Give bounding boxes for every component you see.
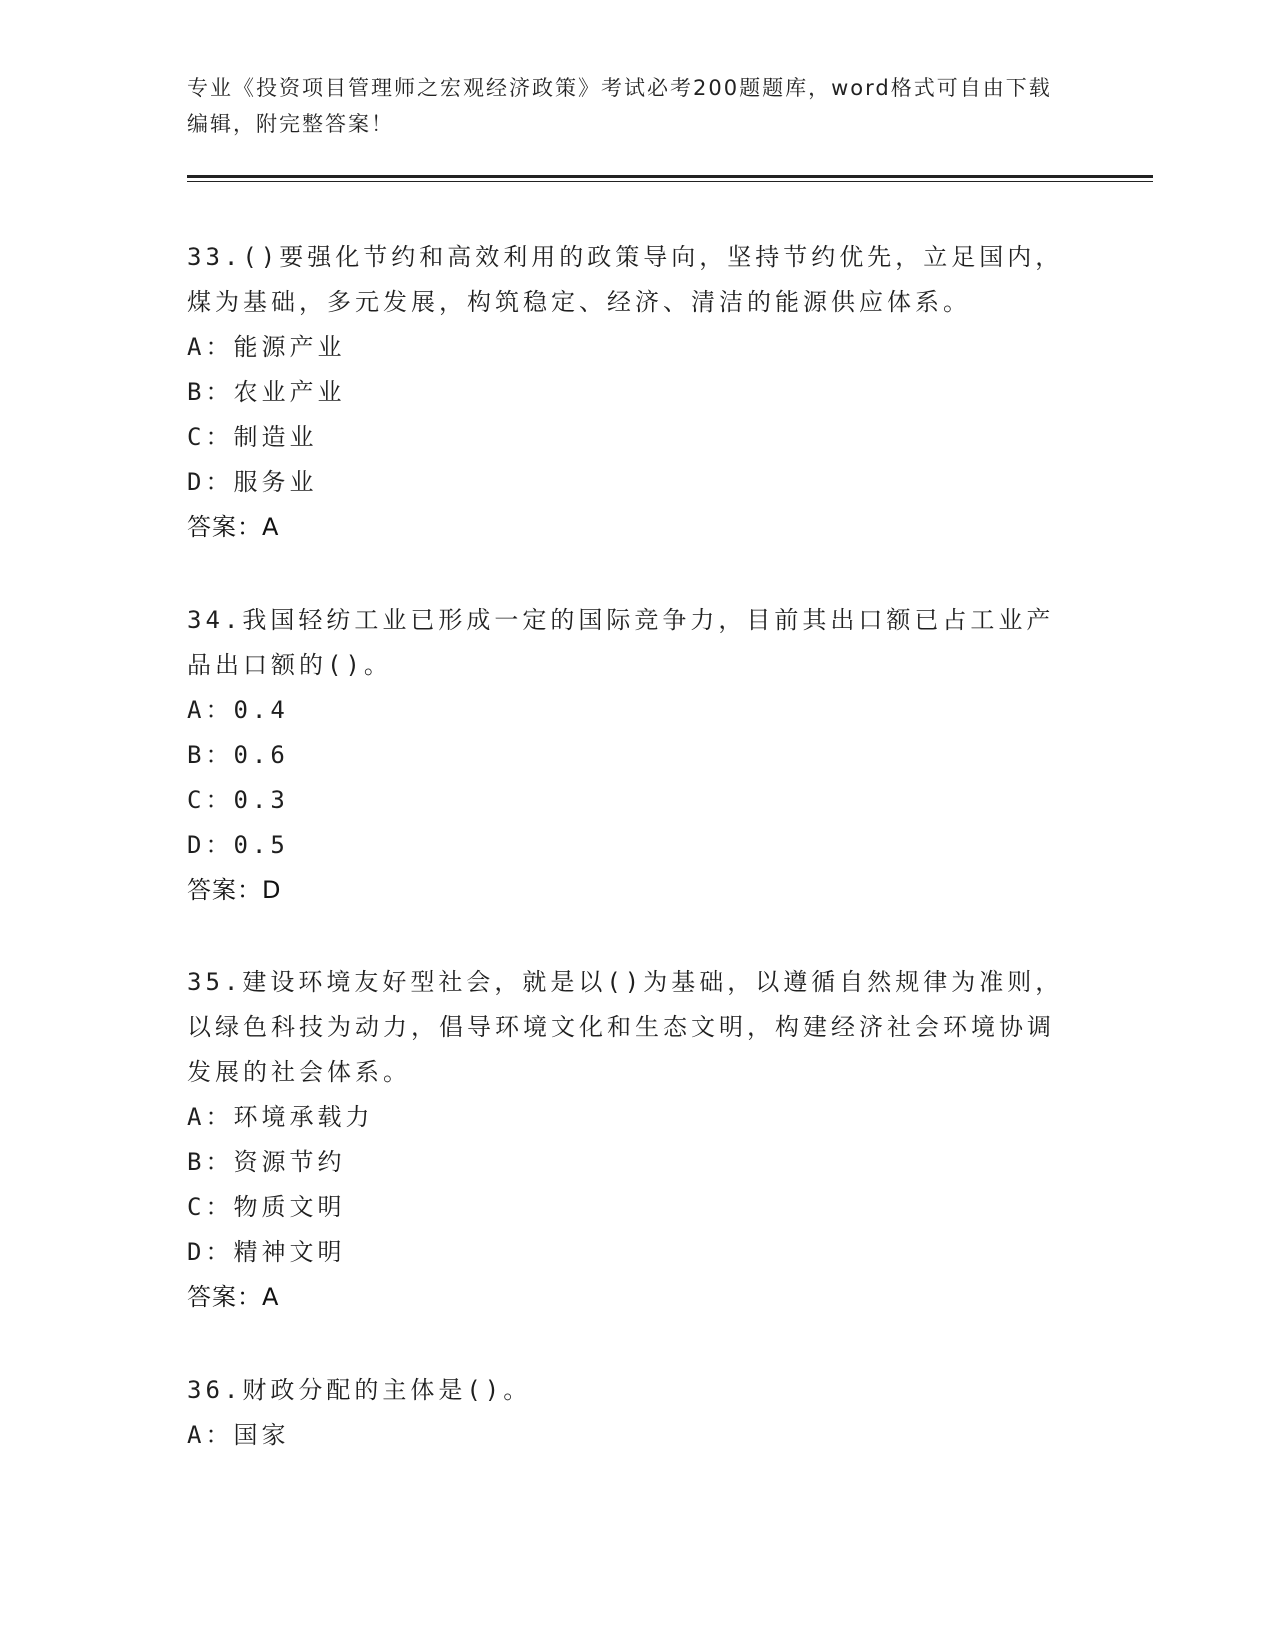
option-d: D：服务业 — [187, 468, 318, 496]
option-b: B：0.6 — [187, 741, 289, 769]
question-36 — [187, 1368, 1067, 1458]
option-d: D：0.5 — [187, 831, 289, 859]
question-34 — [187, 598, 1067, 913]
option-a: A：能源产业 — [187, 333, 346, 361]
option-b: B：农业产业 — [187, 378, 346, 406]
answer: 答案：D — [187, 876, 282, 904]
header-divider-thick — [187, 175, 1153, 178]
answer: 答案：A — [187, 1283, 280, 1311]
question-stem: 36.财政分配的主体是()。 — [187, 1376, 532, 1404]
question-stem: 33.()要强化节约和高效利用的政策导向，坚持节约优先，立足国内，煤为基础，多元发展，构筑稳定、经济、清洁的能源供应体系。 — [187, 243, 1064, 316]
question-stem: 34.我国轻纺工业已形成一定的国际竞争力，目前其出口额已占工业产品出口额的()。 — [187, 606, 1055, 679]
question-33 — [187, 235, 1067, 550]
option-c: C：制造业 — [187, 423, 318, 451]
option-a: A：0.4 — [187, 696, 289, 724]
option-a: A：国家 — [187, 1421, 290, 1449]
question-stem: 35.建设环境友好型社会，就是以()为基础，以遵循自然规律为准则，以绿色科技为动力，倡导环境文化和生态文明，构建经济社会环境协调发展的社会体系。 — [187, 968, 1064, 1086]
question-35 — [187, 960, 1067, 1320]
option-d: D：精神文明 — [187, 1238, 346, 1266]
header-divider-thin — [187, 181, 1153, 182]
document-header: 专业《投资项目管理师之宏观经济政策》考试必考200题题库，word格式可自由下载编辑，附完整答案！ — [187, 76, 1052, 136]
answer: 答案：A — [187, 513, 280, 541]
option-a: A：环境承载力 — [187, 1103, 374, 1131]
option-c: C：物质文明 — [187, 1193, 346, 1221]
option-b: B：资源节约 — [187, 1148, 346, 1176]
option-c: C：0.3 — [187, 786, 289, 814]
